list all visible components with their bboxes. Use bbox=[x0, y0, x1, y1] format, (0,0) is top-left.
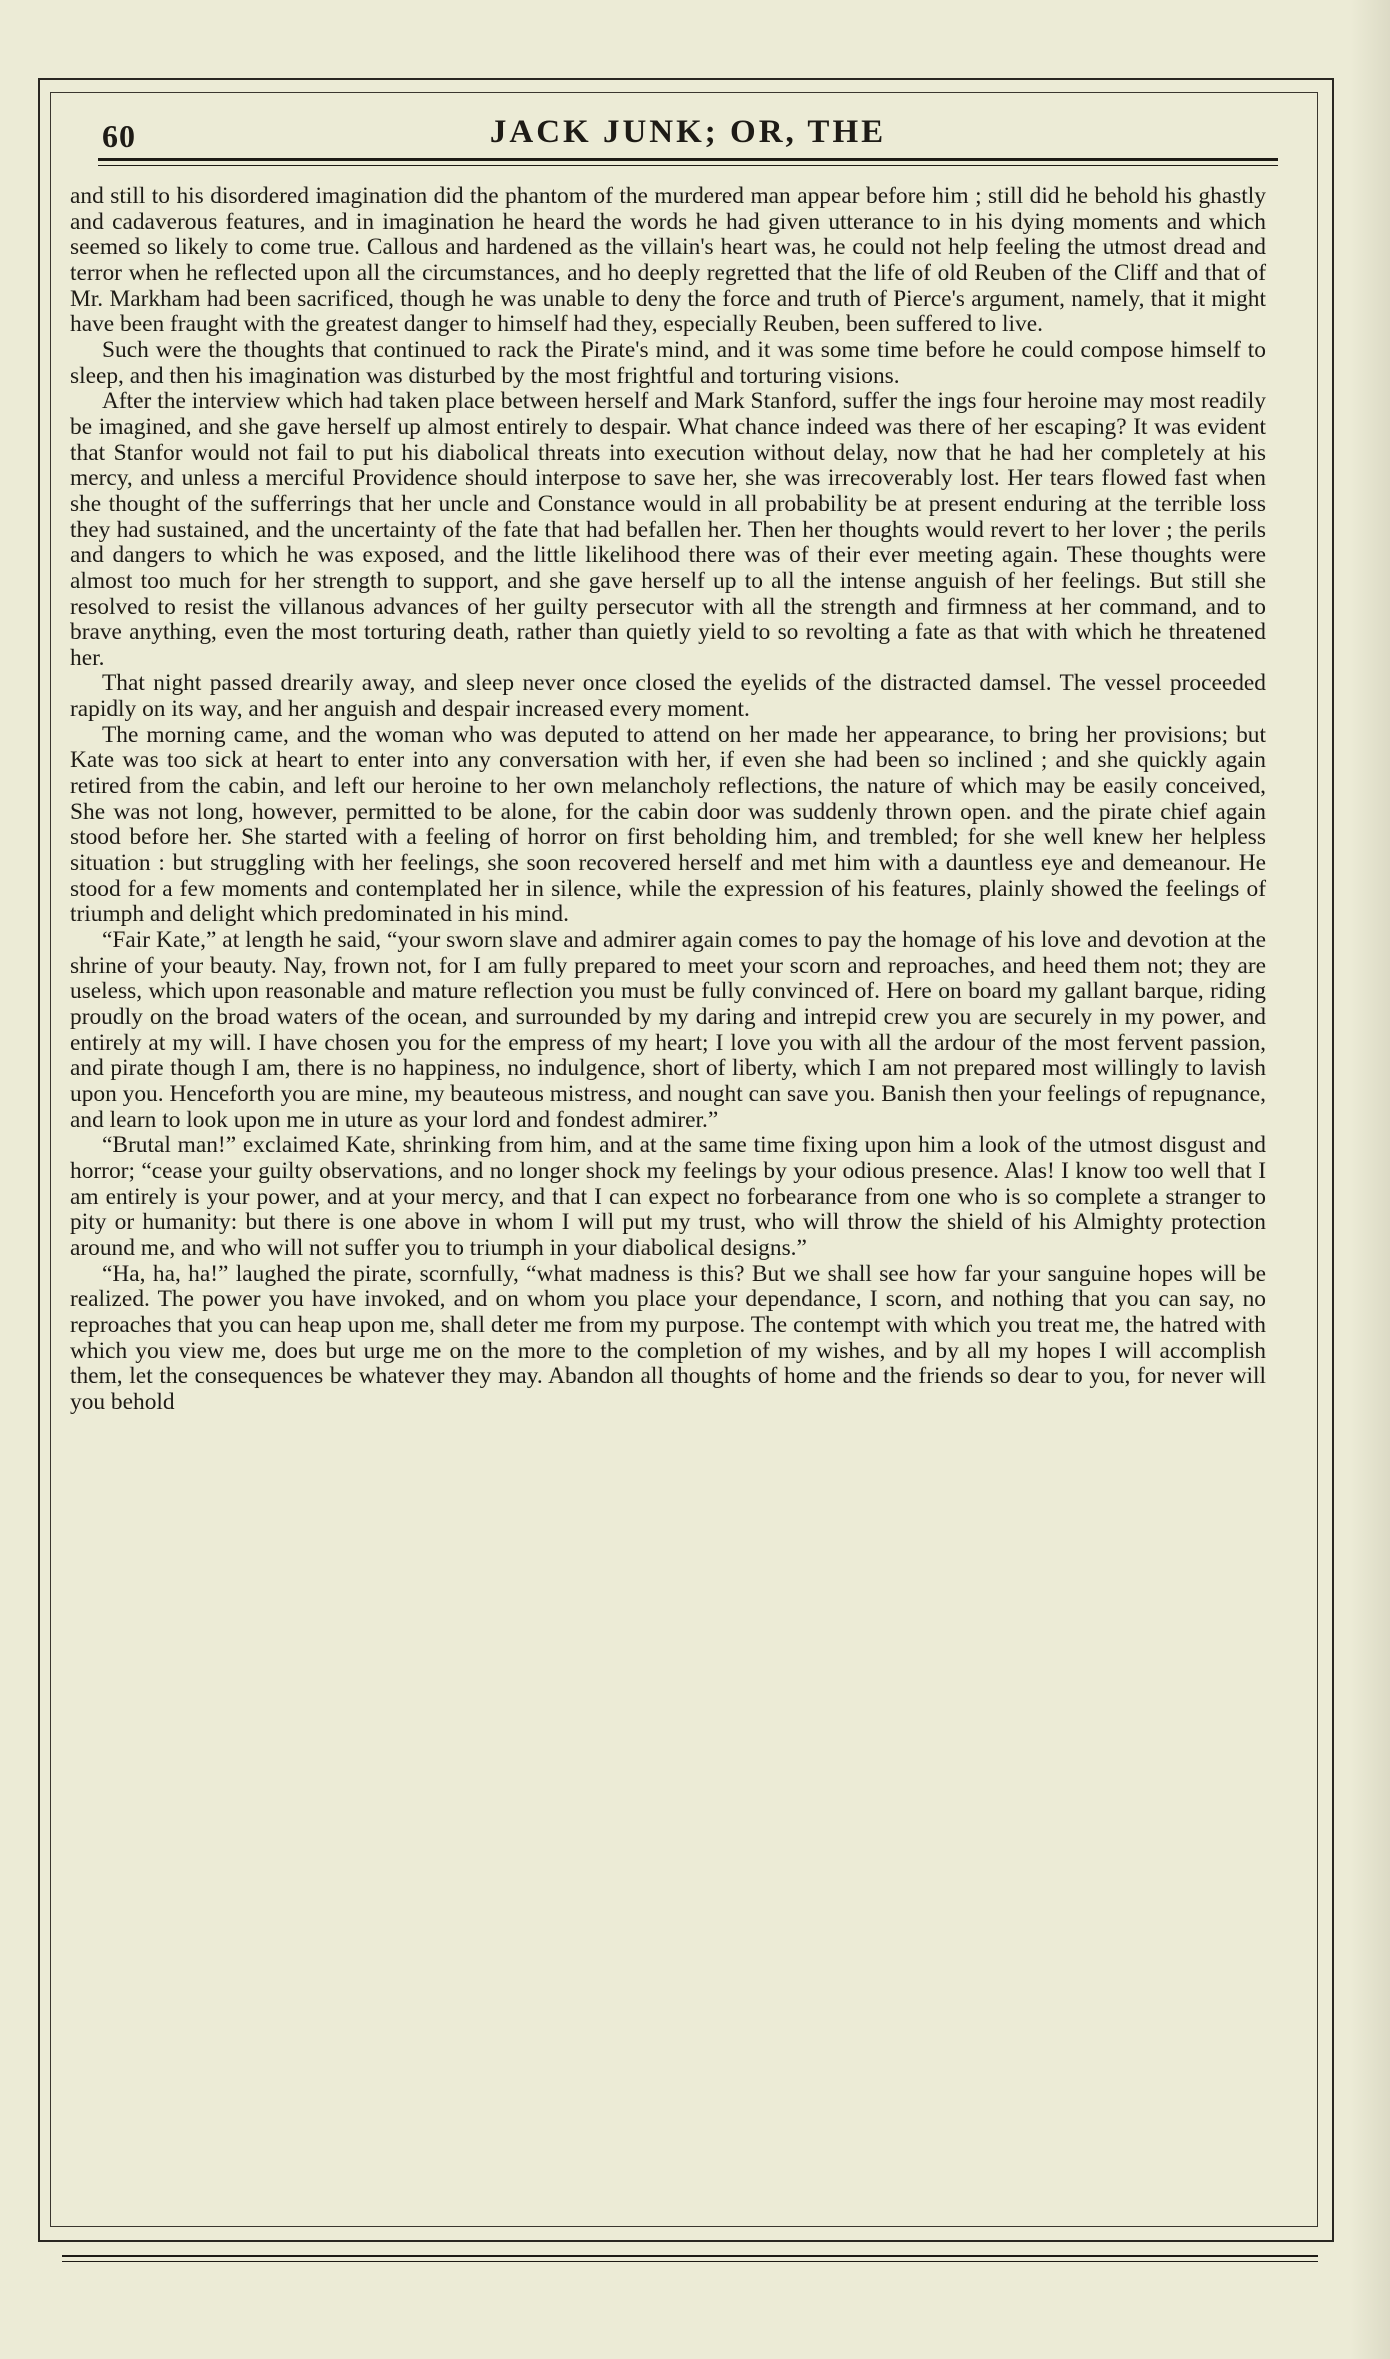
footer-rule-thin bbox=[62, 2261, 1318, 2262]
paragraph-6: “Fair Kate,” at length he said, “your sworn slave and admirer again comes to pay the homage of his love and devotion at the shrine of your beauty. Nay, frown not, for I am fully prepared to meet your scorn and reproaches, and heed them not; they are useless, which upon reasonable and mature reflection you must be fully convinced of. Here on board my gallant barque, riding proudly on the broad waters of the ocean, and surrounded by my daring and intrepid crew you are securely in my power, and entirely at my will. I have chosen you for the empress of my heart; I love you with all the ardour of the most fervent passion, and pirate though I am, there is no happiness, no indulgence, short of liberty, which I am not prepared most willingly to lavish upon you. Henceforth you are mine, my beauteous mistress, and nought can save you. Banish then your feelings of repugnance, and learn to look upon me in uture as your lord and fondest admirer.” bbox=[70, 927, 1266, 1133]
page-header bbox=[98, 110, 1278, 158]
page-number: 60 bbox=[102, 118, 136, 154]
paragraph-4: That night passed drearily away, and sleep never once closed the eyelids of the distracted damsel. The vessel proceeded rapidly on its way, and her anguish and despair increased every moment. bbox=[70, 670, 1266, 723]
paragraph-5: The morning came, and the woman who was deputed to attend on her made her appearance, to bring her provisions; but Kate was too sick at heart to enter into any conversation with her, if even she had been so inclined ; and she quickly again retired from the cabin, and left our heroine to her own melancholy reflections, the nature of which may be easily conceived, She was not long, however, permitted to be alone, for the cabin door was suddenly thrown open. and the pirate chief again stood before her. She started with a feeling of horror on first beholding him, and trembled; for she well knew her helpless situation : but struggling with her feelings, she soon recovered herself and met him with a dauntless eye and demeanour. He stood for a few moments and contemplated her in silence, while the expression of his features, plainly showed the feelings of triumph and delight which predominated in his mind. bbox=[70, 721, 1266, 928]
header-rule bbox=[98, 158, 1278, 161]
paragraph-7: “Brutal man!” exclaimed Kate, shrinking from him, and at the same time fixing upon him a look of the utmost disgust and horror; “cease your guilty observations, and no longer shock my feelings by your odious presence. Alas! I know too well that I am entirely is your power, and at your mercy, and that I can expect no forbearance from one who is so complete a stranger to pity or humanity: but there is one above in whom I will put my trust, who will throw the shield of his Almighty protection around me, and who will not suffer you to triumph in your diabolical designs.” bbox=[70, 1132, 1266, 1261]
page-edge-shadow bbox=[1350, 0, 1390, 2359]
running-title: JACK JUNK; OR, THE bbox=[489, 114, 887, 150]
body-text bbox=[70, 184, 1266, 1416]
paragraph-8: “Ha, ha, ha!” laughed the pirate, scornfully, “what madness is this? But we shall see how far your sanguine hopes will be realized. The power you have invoked, and on whom you place your dependance, I scorn, and nothing that you can say, no reproaches that you can heap upon me, shall deter me from my purpose. The contempt with which you treat me, the hatred with which you view me, does but urge me on the more to the completion of my wishes, and by all my hopes I will accomplish them, let the consequences be whatever they may. Abandon all thoughts of home and the friends so dear to you, for never will you behold bbox=[70, 1260, 1266, 1415]
paragraph-2: Such were the thoughts that continued to rack the Pirate's mind, and it was some time before he could compose himself to sleep, and then his imagination was disturbed by the most frightful and torturing visions. bbox=[70, 336, 1266, 389]
header-rule-thin bbox=[98, 165, 1278, 166]
paragraph-1: and still to his disordered imagination did the phantom of the murdered man appear before him ; still did he behold his ghastly and cadaverous features, and in imagination he heard the words he had given utterance to in his dying moments and which seemed so likely to come true. Callous and hardened as the villain's heart was, he could not help feeling the utmost dread and terror when he reflected upon all the circumstances, and ho deeply regretted that the life of old Reuben of the Cliff and that of Mr. Markham had been sacrificed, though he was unable to deny the force and truth of Pierce's argument, namely, that it might have been fraught with the greatest danger to himself had they, especially Reuben, been suffered to live. bbox=[70, 183, 1266, 338]
paragraph-3: After the interview which had taken place between herself and Mark Stanford, suffer the ings four heroine may most readily be imagined, and she gave herself up almost entirely to despair. What chance indeed was there of her escaping? It was evident that Stanfor would not fail to put his diabolical threats into execution without delay, now that he had her completely at his mercy, and unless a merciful Providence should interpose to save her, she was irrecoverably lost. Her tears flowed fast when she thought of the sufferrings that her uncle and Constance would in all probability be at present enduring at the terrible loss they had sustained, and the uncertainty of the fate that had befallen her. Then her thoughts would revert to her lover ; the perils and dangers to which he was exposed, and the little likelihood there was of their ever meeting again. These thoughts were almost too much for her strength to support, and she gave herself up to all the intense anguish of her feelings. But still she resolved to resist the villanous advances of her guilty persecutor with all the strength and firmness at her command, and to brave anything, even the most torturing death, rather than quietly yield to so revolting a fate as that with which he threatened her. bbox=[70, 388, 1266, 671]
footer-rule bbox=[62, 2255, 1318, 2257]
